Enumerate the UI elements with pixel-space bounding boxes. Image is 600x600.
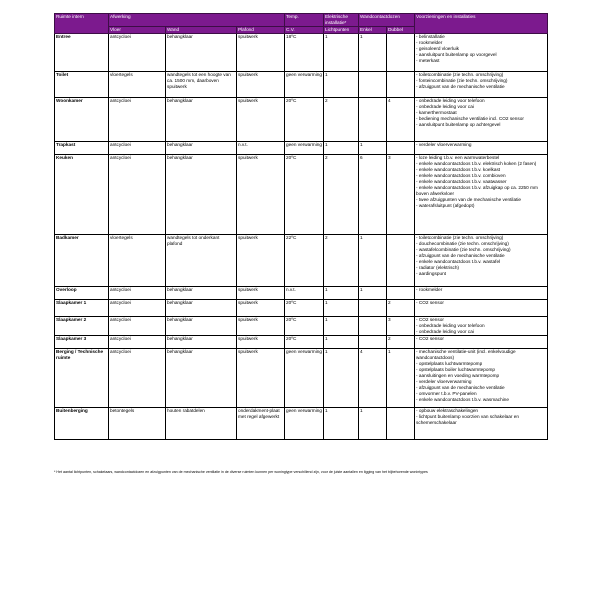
provision-item: - onbedrade leiding voor cai (416, 329, 474, 334)
header-ceiling: Plafond (237, 27, 285, 34)
provisions-cell (415, 300, 548, 317)
header-wall: Wand (166, 27, 237, 34)
table-row (55, 349, 548, 408)
single-socket-cell: 6 (359, 155, 387, 235)
provisions-list (416, 300, 546, 306)
provisions-list (416, 336, 546, 342)
double-socket-cell (387, 142, 415, 155)
ceiling-cell: spuitwerk (237, 155, 285, 235)
provision-item: - douchecombinatie (zie techn. omschrijving) (416, 241, 509, 246)
table-row (55, 98, 548, 142)
light-points-cell: 2 (324, 98, 359, 142)
header-single: Enkel (359, 27, 387, 34)
single-socket-cell: 1 (359, 34, 387, 72)
double-socket-cell: 3 (387, 155, 415, 235)
provision-item: - geisoleerd vloerluik (416, 46, 460, 51)
single-socket-cell: 1 (359, 408, 387, 440)
double-socket-cell: 3 (387, 317, 415, 336)
provision-item: - belinstallatie (416, 34, 445, 39)
provisions-cell (415, 155, 548, 235)
provision-item: - onbedrade leiding voor telefoon (416, 323, 485, 328)
light-points-cell: 1 (324, 349, 359, 408)
wall-cell: behangklaar (166, 287, 237, 300)
cv-cell: 20ºC (285, 300, 324, 317)
cv-cell: 20ºC (285, 98, 324, 142)
provision-item: - toiletcombinatie (zie techn. omschrijving) (416, 72, 504, 77)
table-row (55, 408, 548, 440)
provision-item: - CO2 sensor (416, 317, 444, 322)
provision-item: - kamerthermostaat (416, 110, 457, 115)
provision-item: - afzuigpunt van de mechanische ventilatie (416, 385, 505, 390)
ceiling-cell: spuitwerk (237, 72, 285, 98)
light-points-cell: 1 (324, 287, 359, 300)
ceiling-cell: onderdakment-plaat met regel afgewerkt (237, 408, 285, 440)
table-row (55, 72, 548, 98)
light-points-cell: 2 (324, 155, 359, 235)
cv-cell: n.v.t. (285, 287, 324, 300)
provisions-cell (415, 142, 548, 155)
ceiling-cell: spuitwerk (237, 235, 285, 287)
single-socket-cell (359, 72, 387, 98)
room-cell: Buitenberging (55, 408, 109, 440)
finishing-schedule-table (54, 13, 548, 440)
header-sockets: Wandcontactdozen (359, 14, 415, 27)
provision-item: - wastafelcombinatie (zie techn. omschrijving) (416, 247, 511, 252)
provisions-list (416, 34, 546, 64)
room-cell: Keuken (55, 155, 109, 235)
wall-cell: wandtegels tot onderkant plafond (166, 235, 237, 287)
floor-cell: antcycloei (109, 287, 166, 300)
provision-item: - rookmelder (416, 287, 443, 292)
room-cell: Slaapkamer 3 (55, 336, 109, 349)
provision-item: - lichtpunt buitenlamp voorzien van schakelaar en schemerschakelaar (416, 414, 519, 425)
provision-item: - verdeler vloerverwarming (416, 379, 472, 384)
provision-item: - aansluitpunt buitenlamp op voorgevel (416, 52, 497, 57)
floor-cell: antcycloei (109, 349, 166, 408)
header-floor: Vloer (109, 27, 166, 34)
double-socket-cell (387, 72, 415, 98)
provisions-cell (415, 317, 548, 336)
provision-item: - enkele wandcontactdoos t.b.v. vaatwasser (416, 179, 507, 184)
provision-item: - bediening mechanische ventilatie incl. CO2 sensor (416, 116, 524, 121)
cv-cell: 20ºC (285, 155, 324, 235)
light-points-cell: 1 (324, 408, 359, 440)
floor-cell: antcycloei (109, 317, 166, 336)
light-points-cell: 1 (324, 34, 359, 72)
provision-item: - verdeler vloerverwarming (416, 142, 472, 147)
header-temp: Temp. (285, 14, 324, 27)
provision-item: - enkele wandcontactdoos t.b.v. wasmachine (416, 397, 509, 402)
double-socket-cell: 2 (387, 300, 415, 317)
provisions-list (416, 287, 546, 293)
floor-cell: antcycloei (109, 300, 166, 317)
provisions-list (416, 72, 546, 90)
double-socket-cell (387, 287, 415, 300)
single-socket-cell: 4 (359, 349, 387, 408)
provision-item: - twee afzuigpunten van de mechanische ventilatie (416, 197, 522, 202)
floor-cell: antcycloei (109, 34, 166, 72)
provision-item: - enkele wandcontactdoos t.b.v. koelkast (416, 167, 501, 172)
wall-cell: behangklaar (166, 142, 237, 155)
provision-item: - enkele wandcontactdoos t.b.v. wastafel (416, 259, 501, 264)
provision-item: - toiletcombinatie (zie techn. omschrijving) (416, 235, 504, 240)
provision-item: - radiator (elektrisch) (416, 265, 459, 270)
light-points-cell: 1 (324, 72, 359, 98)
table-body (55, 34, 548, 440)
floor-cell: vloertegels (109, 235, 166, 287)
ceiling-cell: spuitwerk (237, 98, 285, 142)
provision-item: - loze leiding t.b.v. een warmwaterbestel (416, 155, 500, 160)
room-cell: Slaapkamer 2 (55, 317, 109, 336)
ceiling-cell: spuitwerk (237, 34, 285, 72)
light-points-cell: 2 (324, 235, 359, 287)
room-cell: Berging / Technische ruimte (55, 349, 109, 408)
table-header (55, 14, 548, 34)
provision-item: - waterafsluitpunt (afgedopt) (416, 203, 475, 208)
single-socket-cell (359, 98, 387, 142)
provision-item: - CO2 sensor (416, 336, 444, 341)
header-light-points: Lichtpunten (324, 27, 359, 34)
ceiling-cell: n.v.t. (237, 142, 285, 155)
provisions-list (416, 155, 546, 209)
single-socket-cell (359, 317, 387, 336)
room-cell: Toilet (55, 72, 109, 98)
provision-item: - opstelplaats luchtwarmtepomp (416, 361, 483, 366)
cv-cell: 20ºC (285, 336, 324, 349)
provisions-cell (415, 34, 548, 72)
room-cell: Slaapkamer 1 (55, 300, 109, 317)
provision-item: - enkele wandcontactdoos t.b.v. elektrisch koken (2 fasen) (416, 161, 537, 166)
table-row (55, 155, 548, 235)
specification-sheet (54, 13, 547, 440)
cv-cell: 22ºC (285, 235, 324, 287)
cv-cell: 20ºC (285, 317, 324, 336)
double-socket-cell: 2 (387, 336, 415, 349)
header-room: Ruimte intern (55, 14, 109, 34)
provision-item: - rookmelder (416, 40, 443, 45)
double-socket-cell: 4 (387, 98, 415, 142)
wall-cell: behangklaar (166, 336, 237, 349)
footnote: * Het aantal lichtpunten, schakelaars, wandcontactdozen en afzuigpunten van de mechanische ventilatie in de diverse ruimten kunnen per woningtype verschillend zijn, voor de juiste aantallen en ligging van het bijbehorende wonintypes (54, 470, 428, 474)
provisions-cell (415, 336, 548, 349)
provision-item: - opbouw elektraschakelingen (416, 408, 479, 413)
double-socket-cell (387, 34, 415, 72)
provision-item: - CO2 sensor (416, 300, 444, 305)
ceiling-cell: spuitwerk (237, 287, 285, 300)
light-points-cell: 1 (324, 300, 359, 317)
table-row (55, 300, 548, 317)
provisions-list (416, 235, 546, 277)
provisions-cell (415, 72, 548, 98)
provisions-list (416, 349, 546, 403)
provisions-cell (415, 408, 548, 440)
wall-cell: behangklaar (166, 98, 237, 142)
cv-cell: geen verwarming (285, 408, 324, 440)
cv-cell: geen verwarming (285, 142, 324, 155)
provision-item: - mechanische ventilatie-unit (incl. enkelvoudige wandcontactdoos) (416, 349, 516, 360)
floor-cell: vloertegels (109, 72, 166, 98)
header-electrical (324, 14, 359, 27)
provisions-list (416, 142, 546, 148)
room-cell: Badkamer (55, 235, 109, 287)
light-points-cell: 1 (324, 142, 359, 155)
double-socket-cell (387, 408, 415, 440)
single-socket-cell: 1 (359, 235, 387, 287)
cv-cell: geen verwarming (285, 349, 324, 408)
table-row (55, 336, 548, 349)
header-finishing: Afwerking (109, 14, 285, 27)
provisions-cell (415, 235, 548, 287)
ceiling-cell: spuitwerk (237, 336, 285, 349)
double-socket-cell (387, 235, 415, 287)
wall-cell: behangklaar (166, 317, 237, 336)
wall-cell: behangklaar (166, 155, 237, 235)
single-socket-cell: 1 (359, 142, 387, 155)
floor-cell: antcycloei (109, 98, 166, 142)
provision-item: - fonteincombinatie (zie techn. omschrijving) (416, 78, 508, 83)
wall-cell: behangklaar (166, 349, 237, 408)
double-socket-cell: 1 (387, 349, 415, 408)
table-row (55, 317, 548, 336)
provisions-cell (415, 98, 548, 142)
provisions-list (416, 98, 546, 128)
table-row (55, 142, 548, 155)
provision-item: - omvormer t.b.v. PV-panelen (416, 391, 477, 396)
header-provisions: Voorzieningen en installaties (415, 14, 548, 34)
header-electrical-label: Elektrische installatie* (325, 14, 348, 25)
table-row (55, 34, 548, 72)
room-cell: Woonkamer (55, 98, 109, 142)
single-socket-cell (359, 300, 387, 317)
light-points-cell: 1 (324, 336, 359, 349)
provisions-list (416, 408, 546, 426)
provision-item: - enkele wandcontactdoos t.b.v. afzuigkap op ca. 2250 mm boven afwerkvloer (416, 185, 538, 196)
room-cell: Trapkast (55, 142, 109, 155)
provisions-cell (415, 287, 548, 300)
room-cell: Overloop (55, 287, 109, 300)
provisions-list (416, 317, 546, 335)
floor-cell: antcycloei (109, 336, 166, 349)
ceiling-cell: spuitwerk (237, 300, 285, 317)
cv-cell: 18ºC (285, 34, 324, 72)
wall-cell: behangklaar (166, 300, 237, 317)
floor-cell: antcycloei (109, 155, 166, 235)
provision-item: - afzuigpunt van de mechanische ventilatie (416, 84, 505, 89)
provision-item: - onbedrade leiding voor cai (416, 104, 474, 109)
header-double: Dubbel (387, 27, 415, 34)
table-row (55, 235, 548, 287)
floor-cell: betontegels (109, 408, 166, 440)
wall-cell: behangklaar (166, 34, 237, 72)
provision-item: - meterkast (416, 58, 440, 63)
provisions-cell (415, 349, 548, 408)
wall-cell: wandtegels tot een hoogte van ca. 1500 mm, daarboven spuitwerk (166, 72, 237, 98)
ceiling-cell: spuitwerk (237, 349, 285, 408)
floor-cell: antcycloei (109, 142, 166, 155)
provision-item: - opstelplaats boiler luchtwarmtepomp (416, 367, 495, 372)
provision-item: - afzuigpunt van de mechanische ventilatie (416, 253, 505, 258)
provision-item: - aansluitingen en voeding warmtepomp (416, 373, 500, 378)
cv-cell: geen verwarming (285, 72, 324, 98)
provision-item: - aansluitpunt buitenlamp op achtergevel (416, 122, 501, 127)
single-socket-cell (359, 336, 387, 349)
wall-cell: houten rabatdelen (166, 408, 237, 440)
provision-item: - enkele wandcontactdoos t.b.v. combioven (416, 173, 506, 178)
room-cell: Entree (55, 34, 109, 72)
single-socket-cell: 1 (359, 287, 387, 300)
light-points-cell: 1 (324, 317, 359, 336)
ceiling-cell: spuitwerk (237, 317, 285, 336)
provision-item: - aardingspunt (416, 271, 446, 276)
table-row (55, 287, 548, 300)
provision-item: - onbedrade leiding voor telefoon (416, 98, 485, 103)
header-cv: C.V. (285, 27, 324, 34)
